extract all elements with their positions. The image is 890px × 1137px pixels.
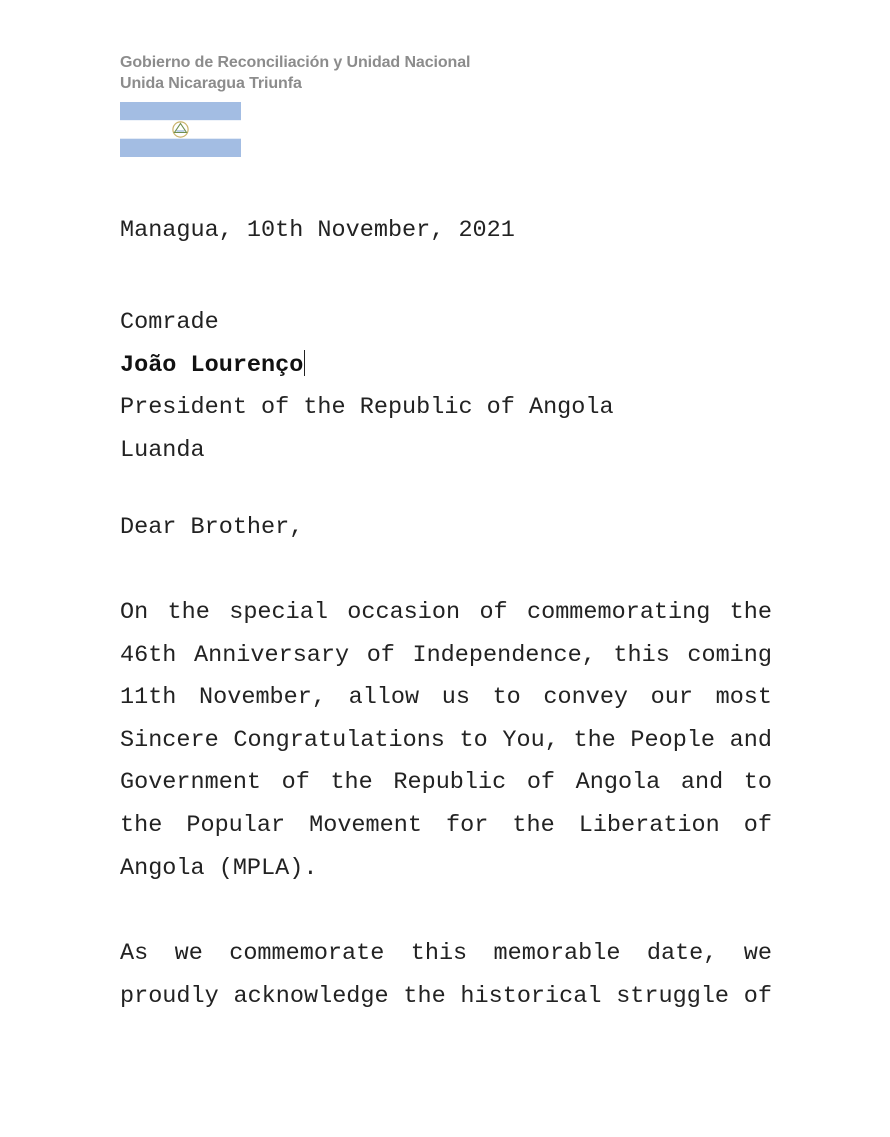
paragraph-line: As we commemorate this memorable date, we xyxy=(120,940,772,967)
recipient-name: João Lourenço xyxy=(120,351,304,379)
paragraph-line: the Popular Movement for the Liberation of xyxy=(120,811,772,839)
paragraph-line: 46th Anniversary of Independence, this coming xyxy=(120,641,772,669)
letterhead xyxy=(120,52,470,94)
paragraph-line: Angola (MPLA). xyxy=(120,854,318,882)
salutation: Dear Brother, xyxy=(120,514,304,541)
letterhead-slogan: Unida Nicaragua Triunfa xyxy=(120,75,302,92)
nicaragua-flag-icon xyxy=(120,102,241,157)
paragraph-line: Government of the Republic of Angola and to xyxy=(120,769,772,797)
letterhead-government-name: Gobierno de Reconciliación y Unidad Nacional xyxy=(120,54,471,71)
letter-date: Managua, 10th November, 2021 xyxy=(120,217,515,244)
paragraph-line: On the special occasion of commemorating the xyxy=(120,599,772,626)
recipient-title: Comrade xyxy=(120,309,219,336)
paragraph-line: 11th November, allow us to convey our most xyxy=(120,684,772,712)
paragraph-line: Sincere Congratulations to You, the People and xyxy=(120,726,772,754)
recipient-position: President of the Republic of Angola xyxy=(120,394,614,421)
paragraph-line: proudly acknowledge the historical struggle of xyxy=(120,982,772,1010)
recipient-name-line xyxy=(120,345,614,388)
recipient-city: Luanda xyxy=(120,436,205,464)
recipient-block xyxy=(120,302,614,472)
text-cursor xyxy=(304,350,305,376)
paragraph-commemoration xyxy=(120,933,772,1018)
paragraph-congratulations xyxy=(120,592,772,890)
